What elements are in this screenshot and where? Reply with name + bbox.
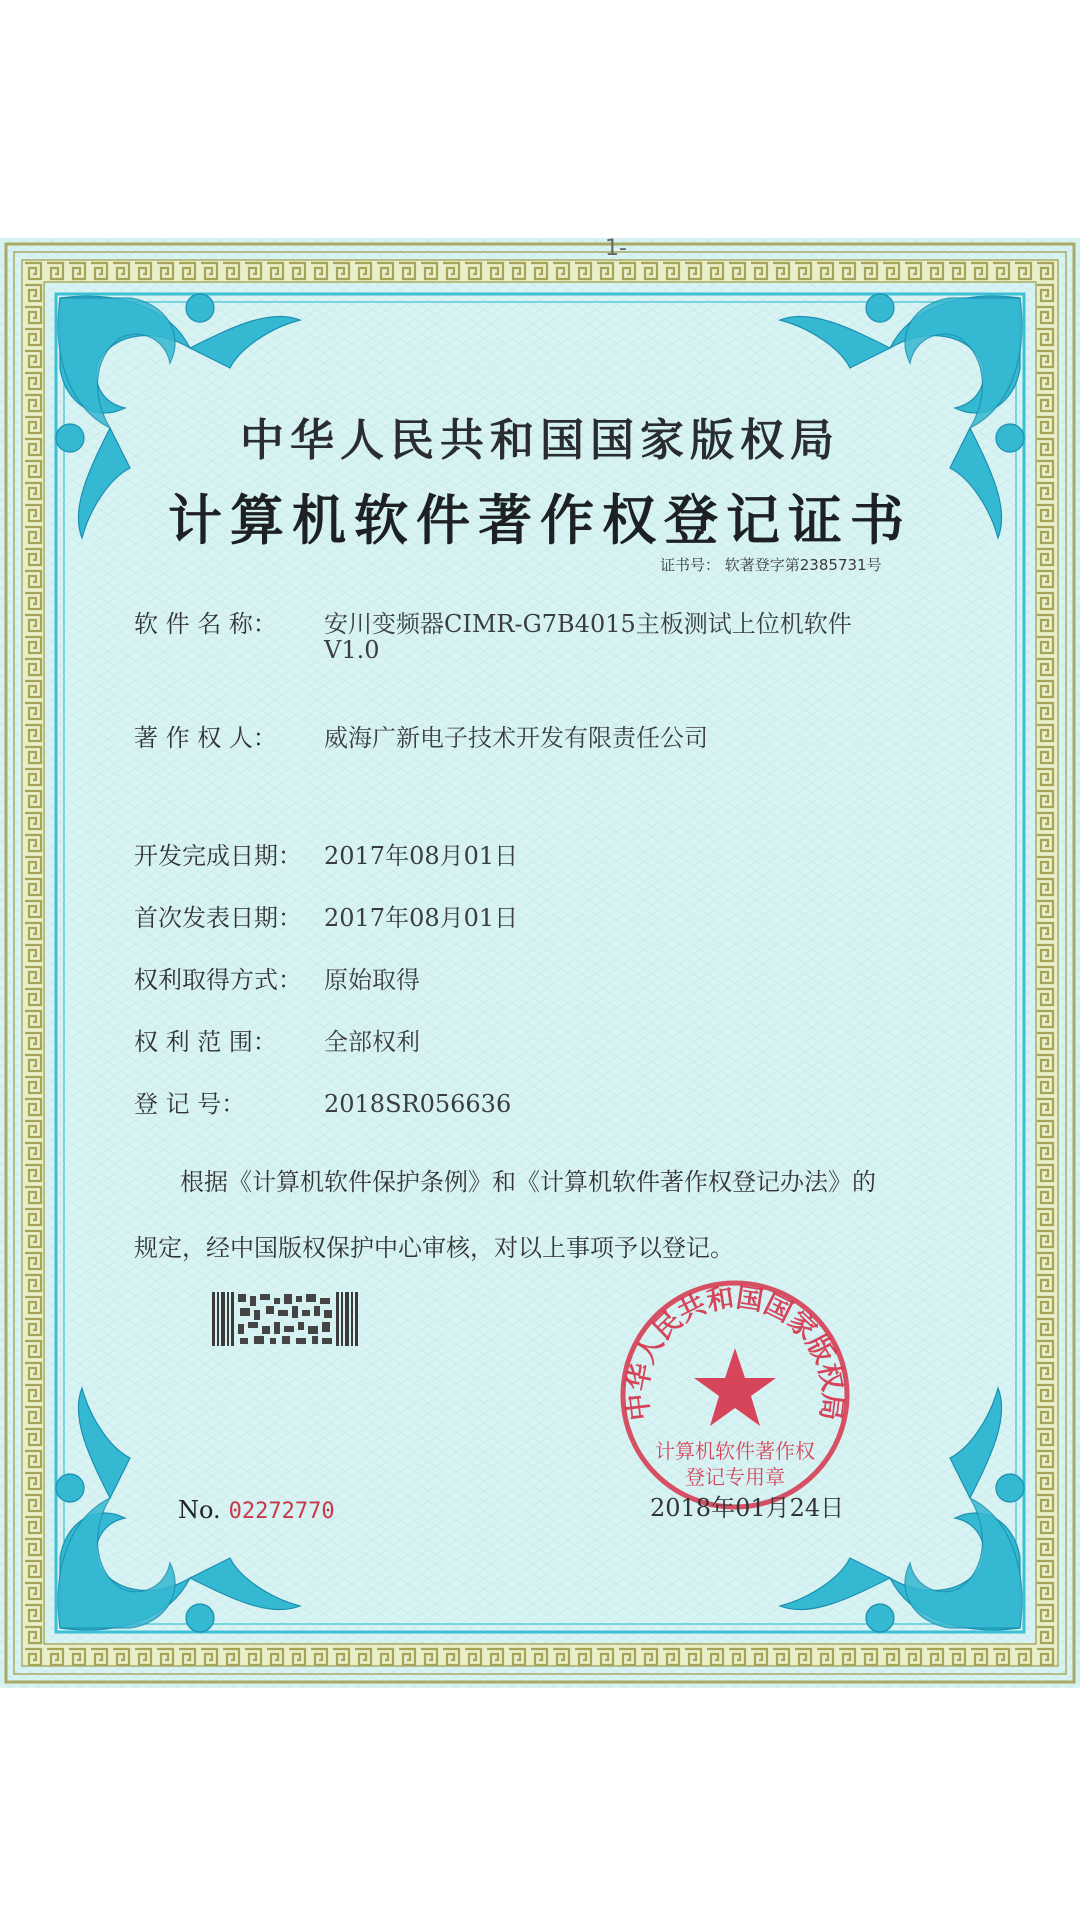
pub-date-value: 2017年08月01日	[324, 904, 519, 932]
certificate-number: 证书号： 软著登字第2385731号	[660, 556, 882, 574]
dev-date-label: 开发完成日期：	[134, 842, 302, 870]
dev-date-value: 2017年08月01日	[324, 842, 519, 870]
acquire-label: 权利取得方式：	[134, 966, 302, 994]
software-version-value: V1.0	[324, 636, 380, 664]
barcode-image	[212, 1292, 358, 1346]
seal-line-1: 计算机软件著作权	[655, 1439, 815, 1463]
scope-value: 全部权利	[324, 1028, 420, 1056]
acquire-value: 原始取得	[324, 966, 420, 994]
issue-date: 2018年01月24日	[650, 1494, 845, 1522]
pub-date-label: 首次发表日期：	[134, 904, 302, 932]
reg-number-row	[134, 1084, 511, 1119]
scope-label: 权 利 范 围：	[134, 1028, 277, 1056]
owner-row	[134, 718, 708, 753]
statement-line-1: 根据《计算机软件保护条例》和《计算机软件著作权登记办法》的	[180, 1168, 876, 1196]
serial-prefix: No.	[178, 1496, 221, 1524]
certificate-title: 计算机软件著作权登记证书	[168, 488, 912, 552]
reg-number-label: 登 记 号：	[134, 1090, 246, 1118]
reg-number-value: 2018SR056636	[324, 1090, 512, 1118]
certificate	[0, 238, 1080, 1688]
scope-row	[134, 1022, 420, 1057]
software-name-row	[134, 604, 852, 639]
statement-line-2: 规定，经中国版权保护中心审核，对以上事项予以登记。	[134, 1234, 734, 1262]
top-handwritten-mark: 1-	[605, 236, 627, 261]
acquire-row	[134, 960, 420, 995]
issuer-name: 中华人民共和国国家版权局	[240, 415, 840, 466]
software-name-value: 安川变频器CIMR-G7B4015主板测试上位机软件	[324, 610, 852, 638]
seal-ring-text: 中华人民共和国国家版权局	[622, 1282, 848, 1423]
dev-date-row	[134, 836, 518, 871]
seal-line-2: 登记专用章	[685, 1465, 785, 1489]
pub-date-row	[134, 898, 518, 933]
serial-value: 02272770	[228, 1499, 335, 1524]
owner-label: 著 作 权 人：	[134, 724, 277, 752]
serial-number	[178, 1496, 335, 1524]
software-name-label: 软 件 名 称：	[134, 610, 277, 638]
official-seal	[618, 1278, 852, 1512]
owner-value: 威海广新电子技术开发有限责任公司	[324, 724, 708, 752]
